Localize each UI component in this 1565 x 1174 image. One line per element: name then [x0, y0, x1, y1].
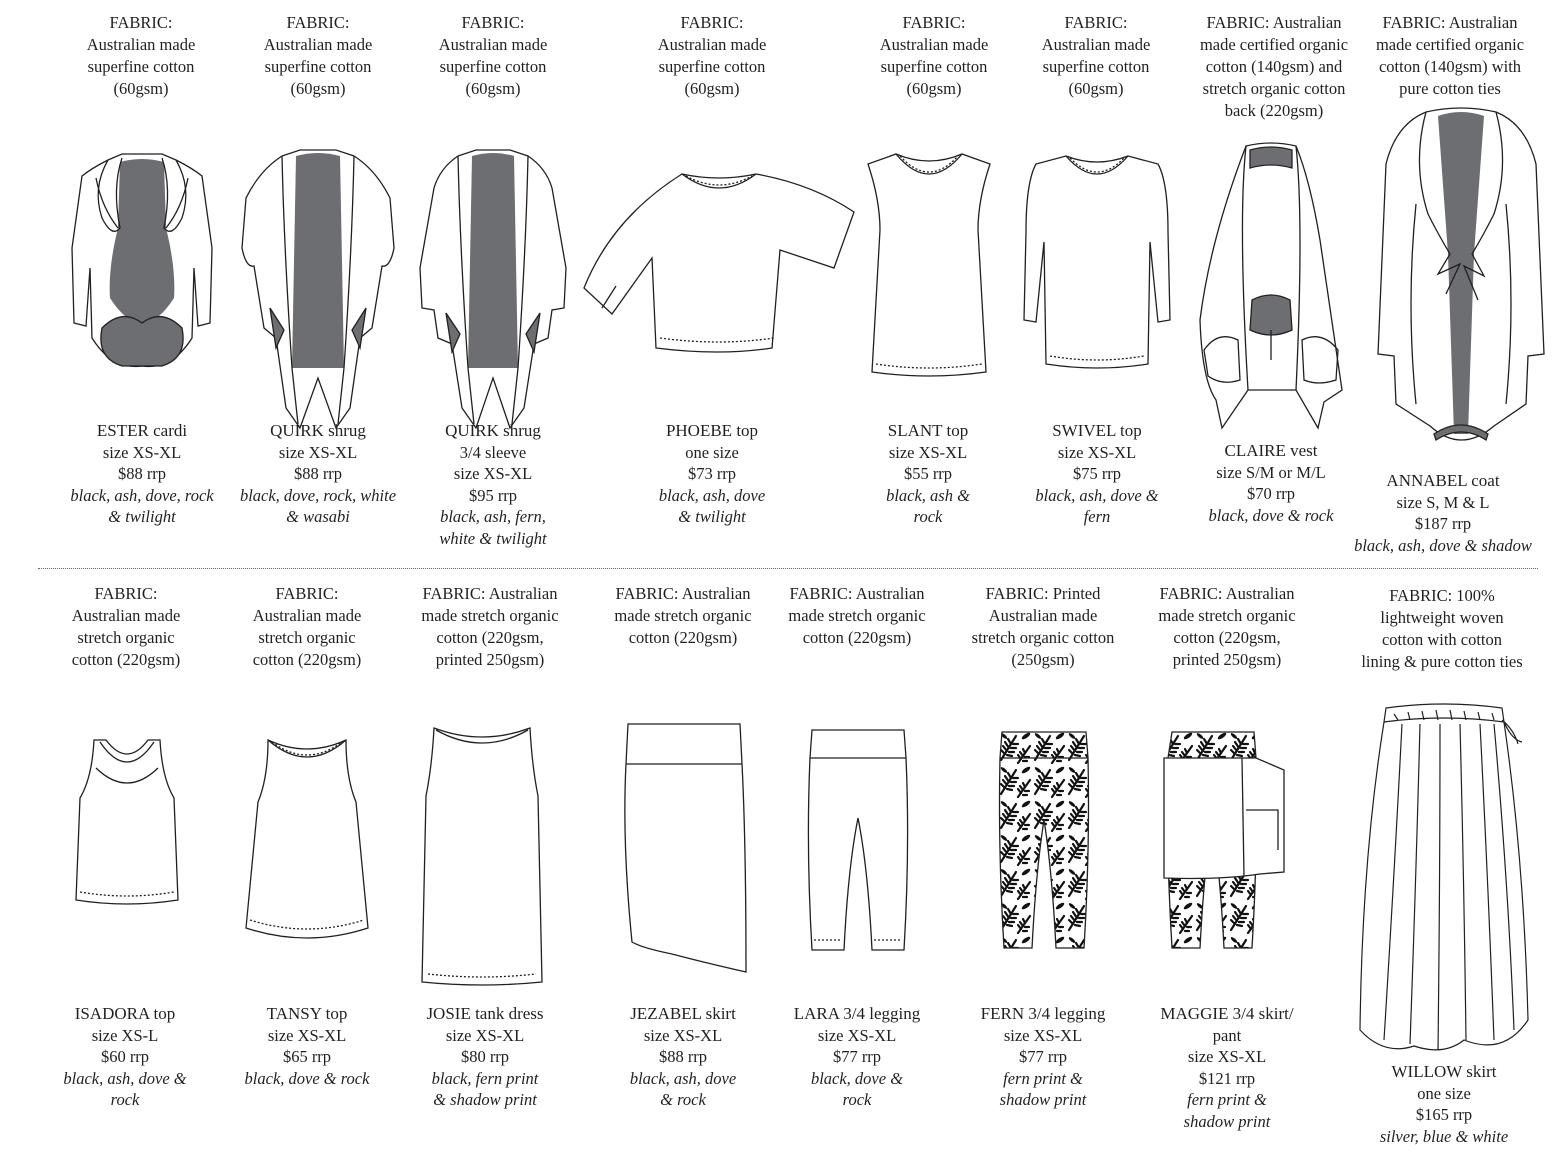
fabric-line: FABRIC: Australian — [789, 584, 925, 603]
info-swivel — [1022, 420, 1172, 528]
product-price: $88 rrp — [117, 464, 167, 483]
fabric-line: cotton (140gsm) with — [1378, 57, 1522, 76]
fabric-line: FABRIC: Australian — [1382, 13, 1518, 32]
fabric-line: Australian made — [879, 35, 989, 54]
fabric-line: Australian made — [1041, 35, 1151, 54]
product-name: SLANT top — [887, 421, 969, 440]
fabric-line: FABRIC: — [902, 13, 966, 32]
fabric-line: made certified organic — [1375, 35, 1525, 54]
fabric-line: superfine cotton — [439, 57, 547, 76]
info-quirk — [230, 420, 406, 528]
product-size: size XS-XL — [267, 1025, 347, 1045]
info-lara — [782, 1003, 932, 1111]
product-price: $187 rrp — [1414, 514, 1472, 533]
product-colours: shadow print — [999, 1090, 1087, 1109]
info-fern — [968, 1003, 1118, 1111]
product-price: $77 rrp — [832, 1047, 882, 1066]
product-name: ANNABEL coat — [1386, 471, 1500, 490]
product-size: size XS-XL — [1003, 1025, 1083, 1045]
product-colours: black, fern print — [431, 1068, 539, 1088]
fabric-tansy — [227, 583, 387, 671]
product-colours: black, dove & — [810, 1068, 904, 1088]
product-colours: black, ash & — [886, 485, 970, 505]
product-colours: & rock — [660, 1090, 706, 1109]
fabric-line: Australian made — [438, 35, 548, 54]
fabric-line: made stretch organic — [788, 606, 926, 625]
long-sleeve-top-sketch — [1022, 152, 1172, 372]
skirt-pant-sketch — [1160, 730, 1286, 952]
fabric-line: lining & pure cotton ties — [1361, 652, 1523, 671]
product-size: size XS-XL — [102, 442, 182, 462]
fabric-line: FABRIC: Australian — [1206, 13, 1342, 32]
fabric-line: cotton (220gsm) — [71, 650, 181, 669]
fabric-line: FABRIC: Printed — [985, 584, 1101, 603]
racer-tank-sketch — [74, 738, 180, 908]
product-name: QUIRK shrug — [270, 421, 366, 440]
info-annabel — [1346, 470, 1540, 556]
legging-sketch — [806, 728, 910, 954]
fabric-line: (250gsm) — [1011, 650, 1075, 669]
product-price: $88 rrp — [658, 1047, 708, 1066]
product-size: size XS-L — [91, 1025, 159, 1045]
fabric-line: stretch organic cotton — [1202, 79, 1346, 98]
fabric-line: cotton (220gsm) — [628, 628, 738, 647]
info-jezabel — [610, 1003, 756, 1111]
fabric-line: (60gsm) — [906, 79, 962, 98]
fabric-line: back (220gsm) — [1224, 101, 1324, 120]
product-price: $60 rrp — [100, 1047, 150, 1066]
product-price: $75 rrp — [1072, 464, 1122, 483]
product-name: SWIVEL top — [1052, 421, 1142, 440]
product-name: ISADORA top — [74, 1004, 176, 1023]
product-size: size S/M or M/L — [1216, 462, 1326, 482]
fabric-willow — [1346, 585, 1538, 673]
product-price: $77 rrp — [1018, 1047, 1068, 1066]
product-colours: rock — [110, 1090, 140, 1109]
product-size: size XS-XL — [453, 464, 533, 483]
product-colours: black, ash, dove & — [1035, 485, 1159, 505]
fabric-jezabel — [598, 583, 768, 649]
product-price: $65 rrp — [282, 1047, 332, 1066]
fabric-line: Australian made — [71, 606, 181, 625]
fabric-line: cotton (220gsm, — [436, 628, 544, 647]
product-price: $95 rrp — [468, 485, 518, 505]
fabric-claire — [1188, 12, 1360, 122]
fabric-line: superfine cotton — [87, 57, 195, 76]
product-colours: black, dove & rock — [244, 1068, 370, 1088]
product-price: $80 rrp — [460, 1047, 510, 1066]
fabric-line: cotton (140gsm) and — [1205, 57, 1343, 76]
fabric-line: superfine cotton — [658, 57, 766, 76]
fabric-line: made stretch organic — [421, 606, 559, 625]
fabric-quirk — [238, 12, 398, 100]
product-name: TANSY top — [266, 1004, 348, 1023]
fabric-josie — [405, 583, 575, 671]
fabric-line: FABRIC: — [461, 13, 525, 32]
fabric-line: Australian made — [263, 35, 373, 54]
fabric-line: stretch organic — [258, 628, 356, 647]
product-price: $70 rrp — [1246, 484, 1296, 503]
fabric-line: Australian made — [86, 35, 196, 54]
info-isadora — [50, 1003, 200, 1111]
product-size: one size — [1417, 1083, 1471, 1103]
product-name: JOSIE tank dress — [426, 1004, 544, 1023]
fabric-line: Australian made — [988, 606, 1098, 625]
info-claire — [1188, 440, 1354, 526]
info-quirk34 — [405, 420, 581, 549]
product-price: $73 rrp — [687, 464, 737, 483]
product-colours: black, ash, dove & shadow — [1354, 535, 1532, 555]
fabric-line: superfine cotton — [880, 57, 988, 76]
fabric-line: cotton (220gsm) — [252, 650, 362, 669]
product-size: size XS-XL — [1187, 1047, 1267, 1066]
product-price: $55 rrp — [903, 464, 953, 483]
row-divider — [38, 568, 1538, 569]
printed-legging-sketch — [998, 730, 1090, 952]
product-colours: & twilight — [678, 507, 746, 526]
product-colours: black, dove, rock, white — [239, 485, 397, 505]
cardigan-sketch — [62, 148, 222, 368]
product-size: size XS-XL — [888, 442, 968, 462]
product-colours: black, ash, dove & — [63, 1068, 187, 1088]
fabric-annabel — [1362, 12, 1538, 100]
sleeveless-top-sketch — [866, 150, 992, 380]
fabric-line: FABRIC: — [1064, 13, 1128, 32]
vest-sketch — [1198, 140, 1344, 430]
fabric-isadora — [46, 583, 206, 671]
product-name: CLAIRE vest — [1224, 441, 1318, 460]
fabric-line: stretch organic — [77, 628, 175, 647]
info-tansy — [230, 1003, 384, 1089]
fabric-phoebe — [632, 12, 792, 100]
fabric-line: cotton (220gsm, — [1173, 628, 1281, 647]
product-colours: black, dove & rock — [1208, 505, 1334, 525]
product-name: PHOEBE top — [665, 421, 759, 440]
fabric-line: FABRIC: Australian — [615, 584, 751, 603]
product-colours: & twilight — [108, 507, 176, 526]
fabric-line: superfine cotton — [1042, 57, 1150, 76]
tank-dress-sketch — [420, 726, 544, 988]
product-price: $88 rrp — [293, 464, 343, 483]
product-name: FERN 3/4 legging — [980, 1004, 1106, 1023]
gathered-skirt-sketch — [1354, 700, 1532, 1060]
fabric-line: made stretch organic — [614, 606, 752, 625]
fabric-ester — [61, 12, 221, 100]
fabric-line: (60gsm) — [465, 79, 521, 98]
fabric-fern — [958, 583, 1128, 671]
info-willow — [1364, 1061, 1524, 1147]
product-colours: fern print & — [1187, 1090, 1267, 1109]
product-name: MAGGIE 3/4 skirt/ — [1160, 1004, 1294, 1023]
product-size: one size — [685, 442, 739, 462]
product-colours: white & twilight — [439, 528, 547, 548]
product-colours: rock — [913, 507, 943, 526]
product-colours: fern — [1083, 507, 1111, 526]
batwing-top-sketch — [582, 168, 857, 358]
fabric-line: superfine cotton — [264, 57, 372, 76]
fabric-line: FABRIC: Australian — [422, 584, 558, 603]
product-size: size XS-XL — [278, 442, 358, 462]
info-josie — [405, 1003, 565, 1111]
fabric-line: printed 250gsm) — [435, 650, 545, 669]
fabric-line: cotton with cotton — [1381, 630, 1503, 649]
asymmetric-skirt-sketch — [622, 722, 748, 978]
fabric-line: made stretch organic — [1158, 606, 1296, 625]
product-colours: black, ash, dove — [658, 485, 766, 505]
product-price: $121 rrp — [1198, 1068, 1256, 1088]
fabric-line: cotton (220gsm) — [802, 628, 912, 647]
fabric-line: stretch organic cotton — [971, 628, 1115, 647]
fabric-slant — [854, 12, 1014, 100]
product-name-continued: pant — [1212, 1025, 1242, 1045]
product-colours: black, ash, dove — [629, 1068, 737, 1088]
fabric-line: FABRIC: — [94, 584, 158, 603]
product-size: size S, M & L — [1396, 492, 1490, 512]
fabric-lara — [772, 583, 942, 649]
fabric-line: (60gsm) — [1068, 79, 1124, 98]
fabric-quirk34 — [413, 12, 573, 100]
product-colours: silver, blue & white — [1379, 1126, 1509, 1146]
product-colours: black, ash, fern, — [440, 507, 546, 526]
info-phoebe — [627, 420, 797, 528]
product-name: QUIRK shrug — [445, 421, 541, 440]
info-slant — [858, 420, 998, 528]
flared-tank-sketch — [244, 738, 370, 944]
fabric-line: made certified organic — [1199, 35, 1349, 54]
product-colours: fern print & — [1003, 1068, 1083, 1088]
shrug-sleeve-sketch — [418, 148, 568, 428]
product-name: LARA 3/4 legging — [793, 1004, 921, 1023]
product-size: size XS-XL — [817, 1025, 897, 1045]
fabric-line: (60gsm) — [113, 79, 169, 98]
fabric-line: printed 250gsm) — [1172, 650, 1282, 669]
product-name: JEZABEL skirt — [630, 1004, 736, 1023]
product-colours: & wasabi — [286, 507, 350, 526]
product-size: size XS-XL — [643, 1025, 723, 1045]
coat-sketch — [1376, 104, 1546, 454]
info-maggie — [1148, 1003, 1306, 1132]
fabric-swivel — [1016, 12, 1176, 100]
product-size: size XS-XL — [445, 1025, 525, 1045]
product-name: WILLOW skirt — [1391, 1062, 1497, 1081]
product-colours: black, ash, dove, rock — [70, 485, 214, 505]
fabric-line: Australian made — [252, 606, 362, 625]
fabric-line: FABRIC: Australian — [1159, 584, 1295, 603]
shrug-sketch — [240, 148, 396, 428]
product-price: $165 rrp — [1415, 1105, 1473, 1124]
product-colours: rock — [842, 1090, 872, 1109]
fabric-maggie — [1142, 583, 1312, 671]
fabric-line: FABRIC: — [275, 584, 339, 603]
product-size: size XS-XL — [1057, 442, 1137, 462]
fabric-line: lightweight woven — [1380, 608, 1504, 627]
product-sleeve: 3/4 sleeve — [459, 442, 527, 462]
fabric-line: FABRIC: — [286, 13, 350, 32]
product-colours: shadow print — [1183, 1111, 1271, 1131]
fabric-line: (60gsm) — [290, 79, 346, 98]
fabric-line: (60gsm) — [684, 79, 740, 98]
product-colours: & shadow print — [433, 1090, 537, 1109]
fabric-line: FABRIC: — [680, 13, 744, 32]
fabric-line: Australian made — [657, 35, 767, 54]
fabric-line: pure cotton ties — [1399, 79, 1501, 98]
fabric-line: FABRIC: 100% — [1389, 586, 1495, 605]
fabric-line: FABRIC: — [109, 13, 173, 32]
info-ester — [52, 420, 232, 528]
product-name: ESTER cardi — [96, 421, 188, 440]
